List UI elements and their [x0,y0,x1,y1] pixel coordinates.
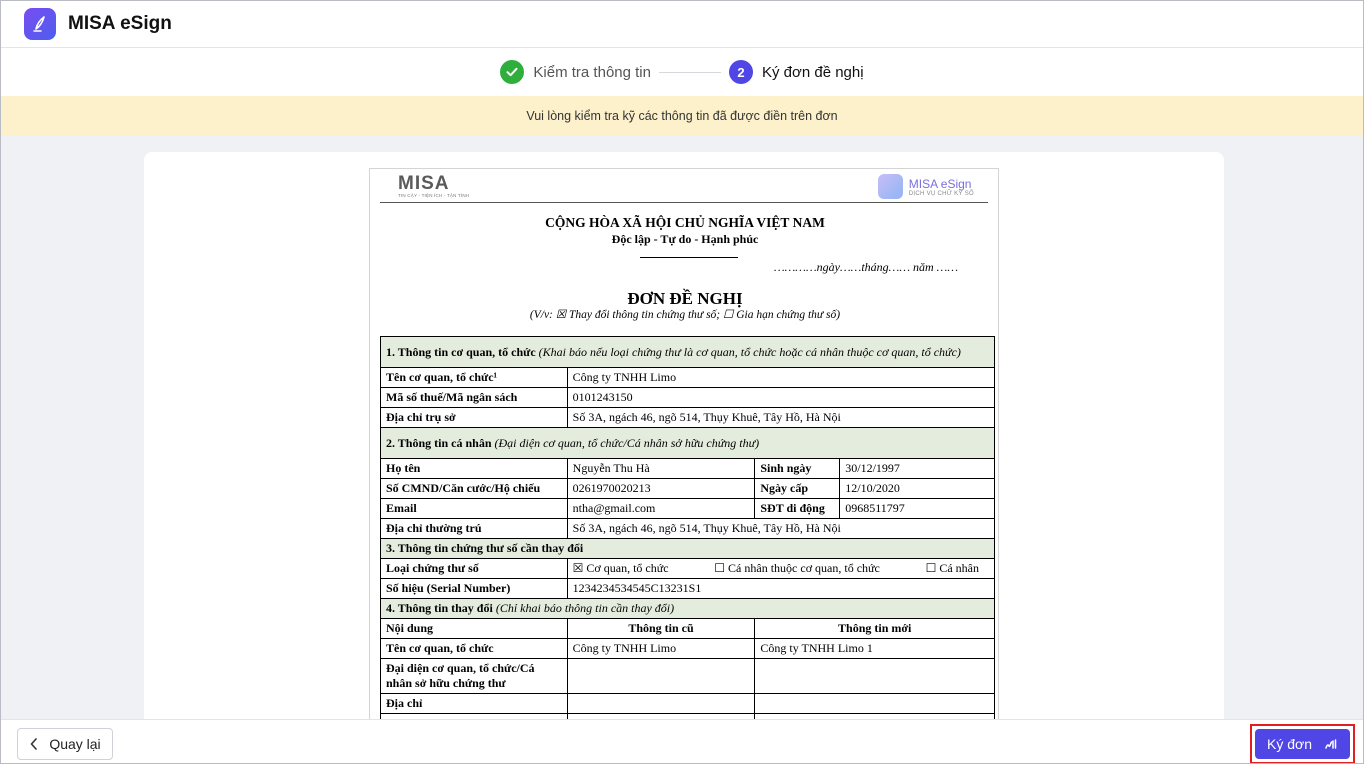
signature-icon [1324,737,1338,751]
field-label: Đại diện cơ quan, tổ chức/Cá nhân sở hữu chứng thư [381,659,568,694]
step-connector [659,72,721,73]
section-heading: 3. Thông tin chứng thư số cần thay đổi [381,539,995,559]
stepper [1,48,1363,96]
old-value: Công ty TNHH Limo [567,639,755,659]
step-sign-request [729,60,864,84]
check-icon [500,60,524,84]
esign-logo-title: MISA eSign [908,176,972,191]
new-value [755,694,995,714]
field-value: Số 3A, ngách 46, ngõ 514, Thụy Khuê, Tây Hồ, Hà Nội [567,519,994,539]
step-label: Kiểm tra thông tin [533,63,651,81]
table-row [381,619,995,639]
table-row [381,479,995,499]
option-organization: ☒ Cơ quan, tổ chức [572,561,669,575]
field-label: Họ tên [381,459,568,479]
step-label: Ký đơn đề nghị [761,63,864,81]
field-value: Công ty TNHH Limo [567,368,994,388]
divider [640,257,738,258]
document-card [144,152,1224,732]
table-row [381,499,995,519]
step-check-info [500,60,651,84]
old-value [567,659,755,694]
document-header [380,169,988,203]
column-header: Thông tin mới [755,619,995,639]
field-label: SĐT di động [755,499,840,519]
field-value: 1234234534545C13231S1 [567,579,994,599]
field-value: ntha@gmail.com [567,499,755,519]
app-title: MISA eSign [68,13,172,34]
column-header: Thông tin cũ [567,619,755,639]
esign-logo [878,174,974,199]
sign-button[interactable] [1255,729,1350,759]
field-label: Mã số thuế/Mã ngân sách [381,388,568,408]
field-value: 0261970020213 [567,479,755,499]
misa-esign-logo-icon [24,8,56,40]
field-value: 12/10/2020 [840,479,995,499]
new-value: Công ty TNHH Limo 1 [755,639,995,659]
cert-type-options [567,559,994,579]
table-row [381,337,995,368]
top-bar [1,1,1363,48]
table-row [381,599,995,619]
misa-logo-tagline: TIN CẬY - TIỆN ÍCH - TẬN TÌNH [398,193,470,198]
sign-button-label: Ký đơn [1267,736,1312,752]
document-title: ĐƠN ĐỀ NGHỊ [627,289,743,308]
field-label: Số CMND/Căn cước/Hộ chiếu [381,479,568,499]
section-heading: 4. Thông tin thay đổi (Chỉ khai báo thông tin cần thay đổi) [381,599,995,619]
table-row [381,559,995,579]
chevron-left-icon [29,738,39,750]
field-label: Sinh ngày [755,459,840,479]
field-label: Số hiệu (Serial Number) [381,579,568,599]
table-row [381,579,995,599]
footer-bar [1,719,1363,764]
document-subtitle: (V/v: ☒ Thay đổi thông tin chứng thư số; ☐ Gia hạn chứng thư số) [529,309,841,321]
table-row [381,459,995,479]
esign-logo-icon [878,174,903,199]
table-row [381,428,995,459]
notice-banner: Vui lòng kiểm tra kỹ các thông tin đã được điền trên đơn [1,96,1363,136]
request-form-table [380,336,995,728]
table-row [381,368,995,388]
document-preview[interactable] [369,168,999,728]
field-label: Ngày cấp [755,479,840,499]
table-row [381,694,995,714]
field-value: 0101243150 [567,388,994,408]
content-area[interactable] [1,136,1363,719]
option-org-individual: ☐ Cá nhân thuộc cơ quan, tổ chức [714,561,880,575]
table-row [381,519,995,539]
table-row [381,539,995,559]
misa-logo-text: MISA [398,173,450,194]
sign-button-highlight [1250,724,1355,764]
option-individual: ☐ Cá nhân [925,561,979,575]
esign-logo-tagline: DỊCH VỤ CHỮ KÝ SỐ [908,190,974,197]
field-label: Loại chứng thư số [381,559,568,579]
field-label: Địa chỉ [381,694,568,714]
motto: Độc lập - Tự do - Hạnh phúc [611,232,759,246]
table-row [381,408,995,428]
field-value: 30/12/1997 [840,459,995,479]
field-value: 0968511797 [840,499,995,519]
field-label: Tên cơ quan, tổ chức¹ [381,368,568,388]
field-value: Nguyễn Thu Hà [567,459,755,479]
old-value [567,694,755,714]
back-button-label: Quay lại [49,736,101,752]
step-number: 2 [729,60,753,84]
field-label: Địa chỉ thường trú [381,519,568,539]
table-row [381,388,995,408]
field-label: Email [381,499,568,519]
field-label: Địa chỉ trụ sở [381,408,568,428]
table-row [381,659,995,694]
table-row [381,639,995,659]
misa-logo [398,173,469,198]
nation-heading: CỘNG HÒA XÃ HỘI CHỦ NGHĨA VIỆT NAM [545,215,825,230]
new-value [755,659,995,694]
field-value: Số 3A, ngách 46, ngõ 514, Thụy Khuê, Tây Hồ, Hà Nội [567,408,994,428]
field-label: Tên cơ quan, tổ chức [381,639,568,659]
section-heading: 2. Thông tin cá nhân (Đại diện cơ quan, tổ chức/Cá nhân sở hữu chứng thư) [381,428,995,459]
column-header: Nội dung [381,619,568,639]
section-heading: 1. Thông tin cơ quan, tổ chức (Khai báo nếu loại chứng thư là cơ quan, tổ chức hoặc cá nhân thuộc cơ quan, tổ chức) [381,337,995,368]
date-line: …………ngày……tháng…… năm …… [773,260,958,274]
back-button[interactable] [17,728,113,760]
